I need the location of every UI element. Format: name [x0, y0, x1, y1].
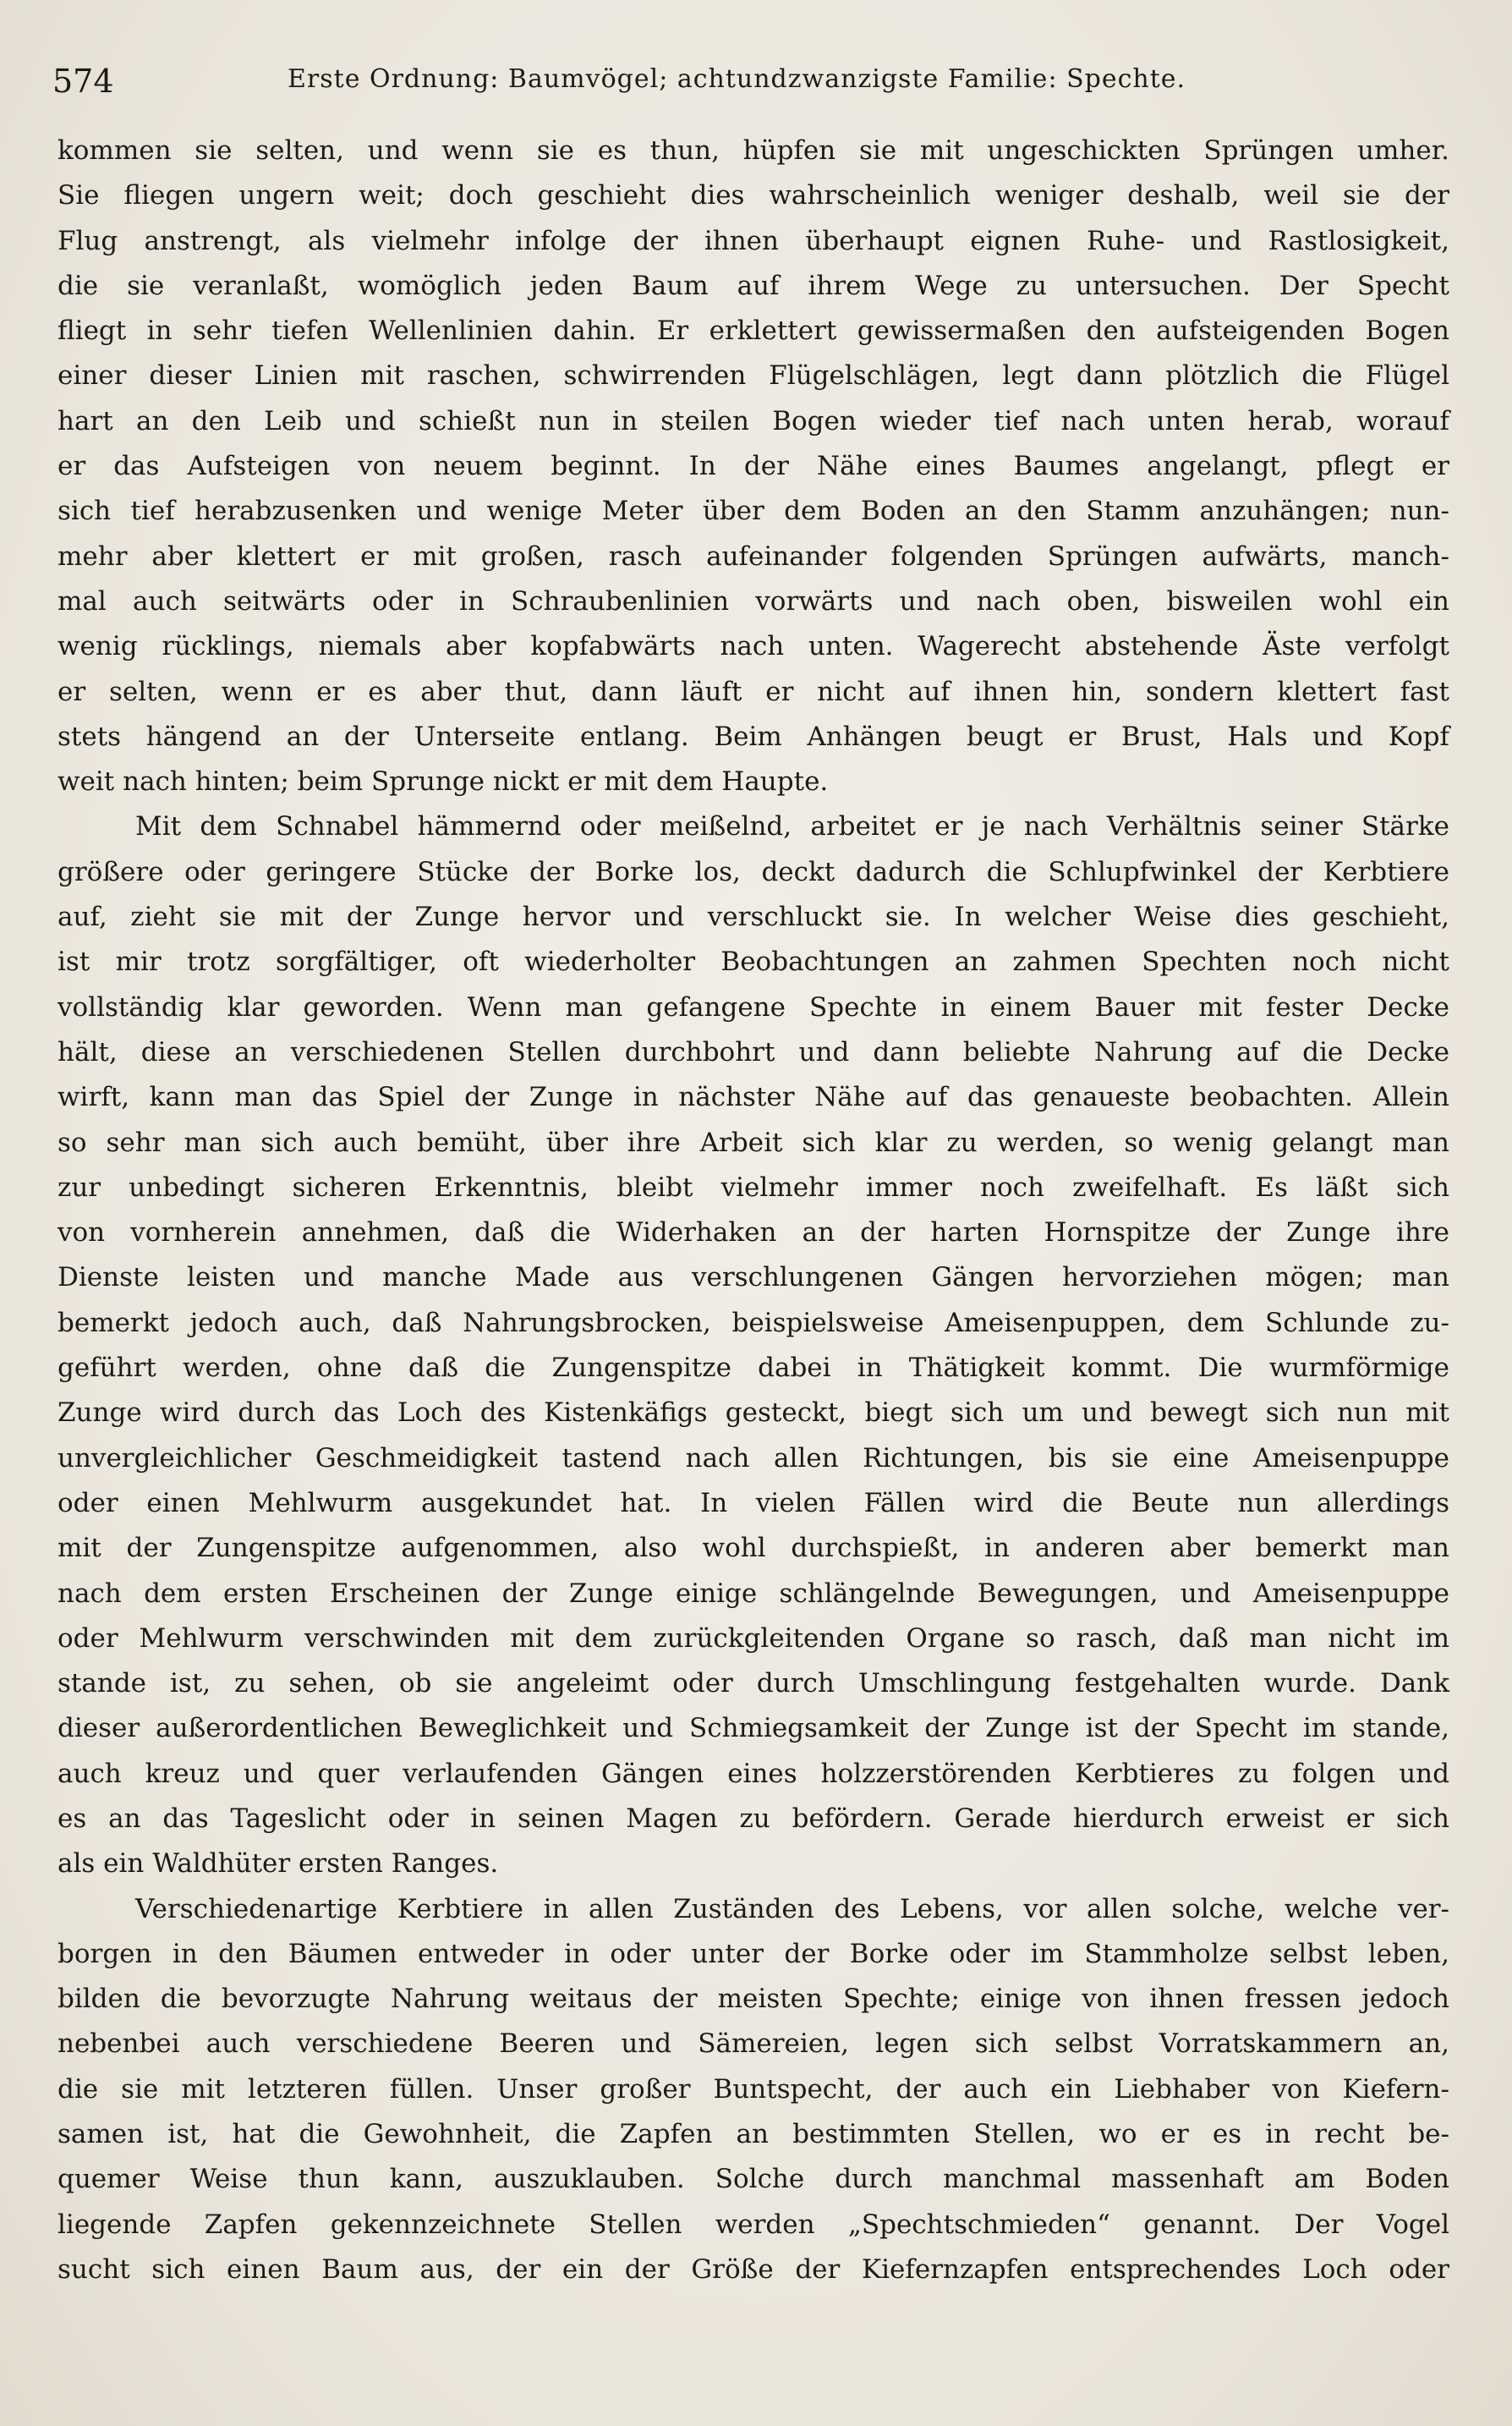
text-line: die sie mit letzteren füllen. Unser großer Buntspecht, der auch ein Liebhaber von Kiefern-: [58, 2073, 1449, 2105]
page-number: 574: [52, 63, 114, 100]
text-line: quemer Weise thun kann, auszuklauben. Solche durch manchmal massenhaft am Boden: [58, 2164, 1449, 2195]
text-line: Mit dem Schnabel hämmernd oder meißelnd, arbeitet er je nach Verhältnis seiner Stärke: [135, 811, 1449, 843]
text-line: fliegt in sehr tiefen Wellenlinien dahin. Er erklettert gewissermaßen den aufsteigenden Bogen: [58, 316, 1449, 347]
text-line: vollständig klar geworden. Wenn man gefangene Spechte in einem Bauer mit fester Decke: [58, 991, 1449, 1023]
text-line: er selten, wenn er es aber thut, dann läuft er nicht auf ihnen hin, sondern klettert fast: [58, 676, 1449, 707]
text-line: bilden die bevorzugte Nahrung weitaus der meisten Spechte; einige von ihnen fressen jedoch: [58, 1984, 1449, 2015]
text-line: stets hängend an der Unterseite entlang. Beim Anhängen beugt er Brust, Hals und Kopf: [58, 721, 1449, 752]
text-line: nach dem ersten Erscheinen der Zunge einige schlängelnde Bewegungen, und Ameisenpuppe: [58, 1578, 1449, 1609]
text-line: wirft, kann man das Spiel der Zunge in nächster Nähe auf das genaueste beobachten. Allein: [58, 1082, 1449, 1113]
text-line: auch kreuz und quer verlaufenden Gängen eines holzzerstörenden Kerbtieres zu folgen und: [58, 1758, 1449, 1789]
text-line: auf, zieht sie mit der Zunge hervor und verschluckt sie. In welcher Weise dies geschieht,: [58, 902, 1449, 933]
text-line: Zunge wird durch das Loch des Kistenkäfigs gesteckt, biegt sich um und bewegt sich nun mit: [58, 1397, 1449, 1429]
text-line: mit der Zungenspitze aufgenommen, also wohl durchspießt, in anderen aber bemerkt man: [58, 1533, 1449, 1564]
running-header: Erste Ordnung: Baumvögel; achtundzwanzigste Familie: Spechte.: [288, 64, 1186, 94]
text-line: kommen sie selten, und wenn sie es thun, hüpfen sie mit ungeschickten Sprüngen umher.: [58, 135, 1449, 166]
body-text: [58, 129, 1449, 2292]
text-line: sich tief herabzusenken und wenige Meter über dem Boden an den Stamm anzuhängen; nun-: [58, 496, 1449, 527]
text-line: Sie fliegen ungern weit; doch geschieht dies wahrscheinlich weniger deshalb, weil sie der: [58, 180, 1449, 211]
text-line: hält, diese an verschiedenen Stellen durchbohrt und dann beliebte Nahrung auf die Decke: [58, 1036, 1449, 1068]
text-line: die sie veranlaßt, womöglich jeden Baum auf ihrem Wege zu untersuchen. Der Specht: [58, 270, 1449, 301]
text-line: so sehr man sich auch bemüht, über ihre Arbeit sich klar zu werden, so wenig gelangt man: [58, 1127, 1449, 1158]
text-line: hart an den Leib und schießt nun in steilen Bogen wieder tief nach unten herab, worauf: [58, 405, 1449, 436]
text-line: weit nach hinten; beim Sprunge nickt er mit dem Haupte.: [58, 766, 829, 798]
text-line: er das Aufsteigen von neuem beginnt. In der Nähe eines Baumes angelangt, pflegt er: [58, 451, 1449, 482]
text-line: geführt werden, ohne daß die Zungenspitze dabei in Thätigkeit kommt. Die wurmförmige: [58, 1353, 1449, 1384]
text-line: mehr aber klettert er mit großen, rasch aufeinander folgenden Sprüngen aufwärts, manch-: [58, 541, 1449, 572]
text-line: bemerkt jedoch auch, daß Nahrungsbrocken, beispielsweise Ameisenpuppen, dem Schlunde zu-: [58, 1307, 1449, 1338]
text-line: von vornherein annehmen, daß die Widerhaken an der harten Hornspitze der Zunge ihre: [58, 1217, 1449, 1249]
text-line: stande ist, zu sehen, ob sie angeleimt oder durch Umschlingung festgehalten wurde. Dank: [58, 1668, 1449, 1699]
text-line: Verschiedenartige Kerbtiere in allen Zuständen des Lebens, vor allen solche, welche ver-: [135, 1893, 1449, 1924]
text-line: Flug anstrengt, als vielmehr infolge der ihnen überhaupt eignen Ruhe- und Rastlosigkeit,: [58, 225, 1449, 256]
text-line: sucht sich einen Baum aus, der ein der Größe der Kiefernzapfen entsprechendes Loch oder: [58, 2253, 1449, 2285]
text-line: ist mir trotz sorgfältiger, oft wiederholter Beobachtungen an zahmen Spechten noch nicht: [58, 947, 1449, 978]
text-line: es an das Tageslicht oder in seinen Magen zu befördern. Gerade hierdurch erweist er sich: [58, 1803, 1449, 1834]
text-line: liegende Zapfen gekennzeichnete Stellen werden „Spechtschmieden“ genannt. Der Vogel: [58, 2209, 1449, 2240]
text-line: wenig rücklings, niemals aber kopfabwärts nach unten. Wagerecht abstehende Äste verfolgt: [58, 631, 1449, 662]
text-line: borgen in den Bäumen entweder in oder unter der Borke oder im Stammholze selbst leben,: [58, 1938, 1449, 1969]
text-line: oder Mehlwurm verschwinden mit dem zurückgleitenden Organe so rasch, daß man nicht im: [58, 1622, 1449, 1654]
text-line: größere oder geringere Stücke der Borke los, deckt dadurch die Schlupfwinkel der Kerbtiere: [58, 856, 1449, 887]
text-line: oder einen Mehlwurm ausgekundet hat. In vielen Fällen wird die Beute nun allerdings: [58, 1487, 1449, 1518]
text-line: Dienste leisten und manche Made aus verschlungenen Gängen hervorziehen mögen; man: [58, 1262, 1449, 1293]
text-line: samen ist, hat die Gewohnheit, die Zapfen an bestimmten Stellen, wo er es in recht be-: [58, 2119, 1449, 2150]
text-line: dieser außerordentlichen Beweglichkeit und Schmiegsamkeit der Zunge ist der Specht im stande,: [58, 1713, 1449, 1744]
text-line: einer dieser Linien mit raschen, schwirrenden Flügelschlägen, legt dann plötzlich die Flügel: [58, 360, 1449, 392]
text-line: unvergleichlicher Geschmeidigkeit tastend nach allen Richtungen, bis sie eine Ameisenpuppe: [58, 1442, 1449, 1474]
text-line: mal auch seitwärts oder in Schraubenlinien vorwärts und nach oben, bisweilen wohl ein: [58, 585, 1449, 617]
text-line: zur unbedingt sicheren Erkenntnis, bleibt vielmehr immer noch zweifelhaft. Es läßt sich: [58, 1172, 1449, 1203]
text-line: als ein Waldhüter ersten Ranges.: [58, 1848, 499, 1880]
text-line: nebenbei auch verschiedene Beeren und Sämereien, legen sich selbst Vorratskammern an,: [58, 2028, 1449, 2060]
